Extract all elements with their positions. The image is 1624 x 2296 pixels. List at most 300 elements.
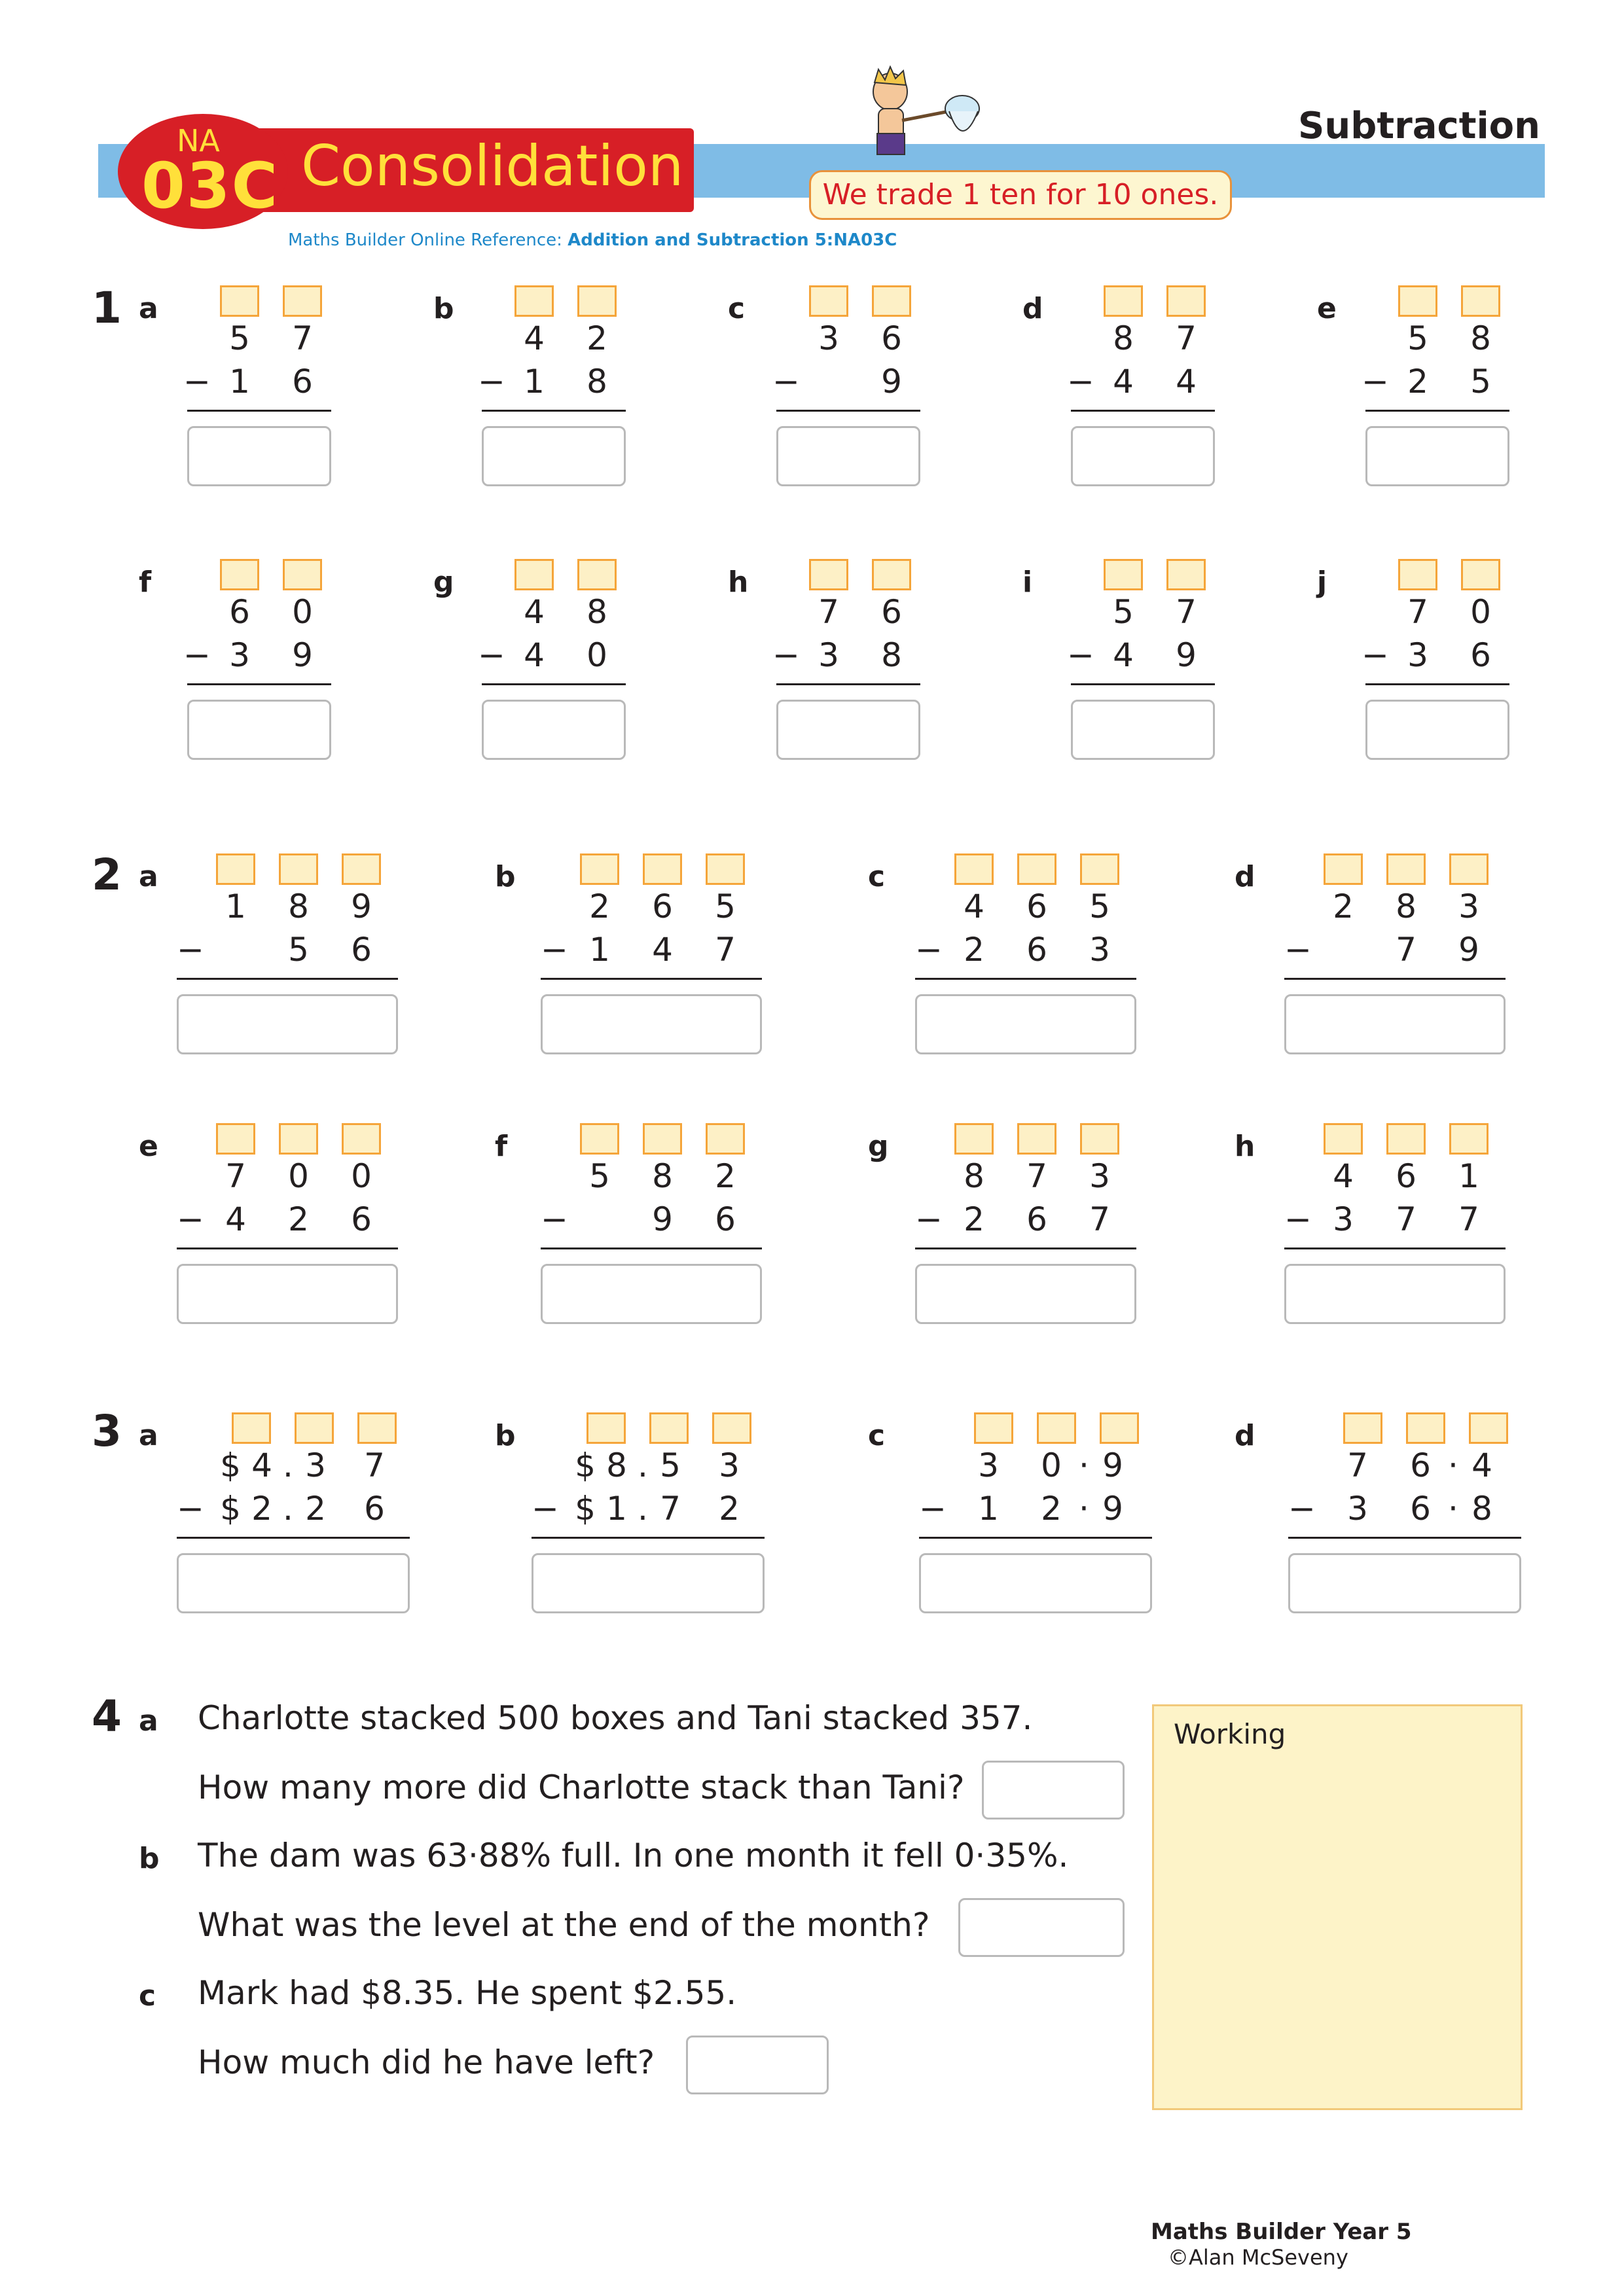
digit: 5: [229, 319, 250, 357]
carry-boxes: [541, 1123, 762, 1157]
carry-boxes: [776, 285, 920, 319]
digit: 7: [660, 1490, 681, 1528]
digit: 6: [1470, 636, 1491, 674]
carry-box[interactable]: [216, 1123, 255, 1155]
q1-d-letter: d: [1022, 292, 1043, 325]
digit: 4: [1471, 1446, 1492, 1484]
minuend-row: [1365, 319, 1509, 363]
minus-sign: −: [183, 636, 211, 674]
minus-sign: −: [1288, 1490, 1316, 1528]
carry-box[interactable]: [220, 559, 259, 590]
digit: 8: [606, 1446, 627, 1484]
digit: 8: [586, 593, 607, 631]
carry-box[interactable]: [1406, 1412, 1445, 1444]
carry-box[interactable]: [279, 1123, 318, 1155]
carry-box[interactable]: [643, 1123, 682, 1155]
minus-sign: −: [1362, 363, 1389, 401]
digit: 6: [1026, 1200, 1047, 1238]
carry-boxes: [915, 853, 1136, 888]
minuend-row: [541, 888, 762, 931]
carry-box[interactable]: [514, 285, 554, 317]
digit: 0: [288, 1157, 309, 1195]
answer-rule: [915, 1247, 1136, 1249]
digit: 3: [1347, 1490, 1368, 1528]
q2-problem-c: [915, 853, 1136, 1054]
digit: 9: [881, 363, 902, 401]
answer-box[interactable]: [1365, 700, 1509, 760]
minus-sign: −: [177, 1200, 204, 1238]
digit: 4: [1113, 636, 1134, 674]
carry-box[interactable]: [342, 1123, 381, 1155]
minus-sign: −: [183, 363, 211, 401]
working-area[interactable]: [1152, 1704, 1523, 2110]
carry-box[interactable]: [1017, 853, 1056, 885]
carry-box[interactable]: [809, 285, 848, 317]
answer-box[interactable]: [1365, 426, 1509, 486]
carry-boxes: [177, 1123, 398, 1157]
digit: 7: [1347, 1446, 1368, 1484]
subtrahend-row: [177, 931, 398, 974]
digit: 7: [1176, 593, 1197, 631]
digit: 7: [818, 593, 839, 631]
boy-with-net-illustration: [851, 65, 995, 177]
q1-c-letter: c: [728, 292, 746, 325]
q4c-answer-box[interactable]: [686, 2036, 829, 2094]
answer-box[interactable]: [482, 700, 626, 760]
q4b-letter: b: [139, 1842, 160, 1875]
answer-box[interactable]: [532, 1553, 765, 1613]
digit: 8: [1396, 888, 1416, 925]
answer-rule: [1284, 1247, 1506, 1249]
digit: 0: [586, 636, 607, 674]
minuend-row: [919, 1446, 1152, 1490]
minus-sign: −: [177, 1490, 204, 1528]
digit: 2: [586, 319, 607, 357]
carry-box[interactable]: [643, 853, 682, 885]
carry-box[interactable]: [1324, 1123, 1363, 1155]
digit: 6: [715, 1200, 736, 1238]
carry-box[interactable]: [283, 285, 322, 317]
carry-box[interactable]: [586, 1412, 626, 1444]
carry-box[interactable]: [577, 559, 617, 590]
answer-box[interactable]: [1284, 1264, 1506, 1324]
reference-value: Addition and Subtraction 5:NA03C: [568, 230, 897, 250]
carry-box[interactable]: [1080, 853, 1119, 885]
subtrahend-row: [1284, 1200, 1506, 1244]
question-4-number: 4: [92, 1691, 122, 1742]
digit: 7: [1407, 593, 1428, 631]
carry-box[interactable]: [1104, 285, 1143, 317]
carry-box[interactable]: [1461, 285, 1500, 317]
digit: 7: [1176, 319, 1197, 357]
digit: 8: [881, 636, 902, 674]
digit: 1: [1458, 1157, 1479, 1195]
subtrahend-row: [915, 931, 1136, 974]
carry-box[interactable]: [872, 285, 911, 317]
answer-rule: [177, 1247, 398, 1249]
digit: 9: [1102, 1490, 1123, 1528]
q2-a-letter: a: [139, 860, 158, 893]
digit: 6: [881, 319, 902, 357]
minus-sign: −: [1067, 363, 1094, 401]
minus-sign: −: [541, 931, 568, 969]
subtrahend-row: [1362, 363, 1509, 406]
q1-problem-j: [1362, 559, 1509, 760]
carry-boxes: [532, 1412, 765, 1446]
answer-box[interactable]: [776, 426, 920, 486]
carry-box[interactable]: [232, 1412, 271, 1444]
digit: 2: [288, 1200, 309, 1238]
carry-box[interactable]: [649, 1412, 689, 1444]
carry-box[interactable]: [220, 285, 259, 317]
carry-box[interactable]: [1166, 559, 1206, 590]
answer-box[interactable]: [187, 426, 331, 486]
digit: 3: [229, 636, 250, 674]
digit: 3: [1407, 636, 1428, 674]
q3-a-letter: a: [139, 1419, 158, 1452]
minuend-row: [915, 1157, 1136, 1200]
q1-problem-e: [1362, 285, 1509, 486]
carry-boxes: [482, 559, 626, 593]
digit: 2: [251, 1490, 272, 1528]
digit: 3: [1458, 888, 1479, 925]
question-1-number: 1: [92, 283, 122, 333]
subtrahend-row: [1067, 363, 1215, 406]
carry-box[interactable]: [1100, 1412, 1139, 1444]
digit: 7: [1396, 931, 1416, 969]
digit: 5: [1407, 319, 1428, 357]
minuend-row: [776, 593, 920, 636]
minuend-row: [1071, 319, 1215, 363]
answer-rule: [177, 1537, 410, 1539]
q1-h-letter: h: [728, 565, 749, 599]
digit: .: [638, 1446, 648, 1484]
digit: 6: [1410, 1446, 1431, 1484]
answer-rule: [482, 410, 626, 412]
minus-sign: −: [1362, 636, 1389, 674]
q1-problem-d: [1067, 285, 1215, 486]
answer-box[interactable]: [1071, 426, 1215, 486]
answer-box[interactable]: [482, 426, 626, 486]
minuend-row: [915, 888, 1136, 931]
minus-sign: −: [772, 636, 800, 674]
answer-box[interactable]: [177, 994, 398, 1054]
carry-boxes: [915, 1123, 1136, 1157]
q3-c-letter: c: [868, 1419, 886, 1452]
subtrahend-row: [1067, 636, 1215, 679]
online-reference: [288, 230, 897, 250]
digit: 4: [524, 636, 545, 674]
digit: 6: [1410, 1490, 1431, 1528]
carry-box[interactable]: [357, 1412, 397, 1444]
carry-box[interactable]: [1449, 853, 1489, 885]
carry-box[interactable]: [1104, 559, 1143, 590]
carry-boxes: [1288, 1412, 1521, 1446]
digit: .: [638, 1490, 648, 1528]
digit: $: [220, 1446, 241, 1484]
answer-rule: [532, 1537, 765, 1539]
digit: .: [283, 1446, 293, 1484]
digit: 8: [1470, 319, 1491, 357]
digit: 7: [715, 931, 736, 969]
minus-sign: −: [772, 363, 800, 401]
minus-sign: −: [177, 931, 204, 969]
digit: 8: [586, 363, 607, 401]
carry-box[interactable]: [809, 559, 848, 590]
answer-box[interactable]: [1071, 700, 1215, 760]
digit: 7: [1026, 1157, 1047, 1195]
answer-box[interactable]: [541, 994, 762, 1054]
digit: 2: [305, 1490, 326, 1528]
carry-box[interactable]: [1166, 285, 1206, 317]
speech-bubble: We trade 1 ten for 10 ones.: [809, 170, 1232, 220]
carry-box[interactable]: [712, 1412, 751, 1444]
digit: 0: [292, 593, 313, 631]
carry-box[interactable]: [1449, 1123, 1489, 1155]
answer-box[interactable]: [915, 994, 1136, 1054]
reference-label: Maths Builder Online Reference:: [288, 230, 562, 250]
minuend-row: [1284, 888, 1506, 931]
q4a-question: How many more did Charlotte stack than Tani?: [198, 1768, 965, 1806]
answer-box[interactable]: [187, 700, 331, 760]
digit: 7: [364, 1446, 385, 1484]
q2-e-letter: e: [139, 1130, 158, 1163]
digit: 7: [1458, 1200, 1479, 1238]
carry-box[interactable]: [954, 1123, 994, 1155]
answer-rule: [776, 683, 920, 685]
minuend-row: [1071, 593, 1215, 636]
q3-problem-a: [177, 1412, 410, 1613]
carry-box[interactable]: [577, 285, 617, 317]
carry-box[interactable]: [954, 853, 994, 885]
minuend-row: [187, 319, 331, 363]
digit: 8: [1471, 1490, 1492, 1528]
carry-boxes: [1365, 285, 1509, 319]
question-2-number: 2: [92, 850, 122, 900]
carry-box[interactable]: [1080, 1123, 1119, 1155]
digit: 5: [589, 1157, 610, 1195]
digit: 5: [660, 1446, 681, 1484]
minuend-row: [187, 593, 331, 636]
digit: 6: [351, 1200, 372, 1238]
carry-box[interactable]: [283, 559, 322, 590]
digit: 2: [715, 1157, 736, 1195]
digit: 1: [524, 363, 545, 401]
carry-box[interactable]: [1324, 853, 1363, 885]
q2-c-letter: c: [868, 860, 886, 893]
minuend-row: [776, 319, 920, 363]
digit: 9: [1102, 1446, 1123, 1484]
minuend-row: [482, 593, 626, 636]
answer-box[interactable]: [919, 1553, 1152, 1613]
carry-box[interactable]: [1398, 285, 1437, 317]
digit: 8: [964, 1157, 984, 1195]
answer-box[interactable]: [915, 1264, 1136, 1324]
q1-f-letter: f: [139, 565, 152, 599]
answer-box[interactable]: [1288, 1553, 1521, 1613]
digit: 9: [292, 636, 313, 674]
footer-copyright: ©Alan McSeveny: [1168, 2245, 1348, 2270]
carry-boxes: [776, 559, 920, 593]
digit: 0: [351, 1157, 372, 1195]
carry-box[interactable]: [279, 853, 318, 885]
answer-rule: [915, 978, 1136, 980]
q1-problem-f: [183, 559, 331, 760]
digit: 5: [1089, 888, 1110, 925]
digit: 3: [978, 1446, 999, 1484]
subtrahend-row: [541, 1200, 762, 1244]
digit: $: [575, 1446, 596, 1484]
digit: 2: [964, 1200, 984, 1238]
q4b-question: What was the level at the end of the month?: [198, 1906, 930, 1944]
digit: 1: [606, 1490, 627, 1528]
minus-sign: −: [915, 931, 943, 969]
minuend-row: [1284, 1157, 1506, 1200]
page-title: Consolidation: [301, 134, 684, 199]
q2-d-letter: d: [1235, 860, 1255, 893]
digit: 6: [881, 593, 902, 631]
answer-rule: [1071, 683, 1215, 685]
digit: 5: [715, 888, 736, 925]
digit: $: [575, 1490, 596, 1528]
q2-problem-b: [541, 853, 762, 1054]
code-number: 03C: [141, 149, 280, 223]
digit: 6: [292, 363, 313, 401]
subtrahend-row: [177, 1490, 410, 1533]
answer-box[interactable]: [541, 1264, 762, 1324]
digit: 6: [1026, 888, 1047, 925]
carry-boxes: [919, 1412, 1152, 1446]
digit: ·: [1448, 1446, 1458, 1484]
minuend-row: [482, 319, 626, 363]
q4a-letter: a: [139, 1704, 158, 1738]
digit: 2: [1041, 1490, 1062, 1528]
carry-box[interactable]: [872, 559, 911, 590]
minuend-row: [177, 888, 398, 931]
carry-box[interactable]: [1469, 1412, 1508, 1444]
answer-rule: [187, 410, 331, 412]
q2-problem-e: [177, 1123, 398, 1324]
digit: 6: [1026, 931, 1047, 969]
digit: 7: [225, 1157, 246, 1195]
answer-box[interactable]: [177, 1553, 410, 1613]
answer-rule: [1288, 1537, 1521, 1539]
q1-problem-c: [772, 285, 920, 486]
subtrahend-row: [478, 636, 626, 679]
carry-box[interactable]: [1017, 1123, 1056, 1155]
answer-rule: [177, 978, 398, 980]
subtrahend-row: [478, 363, 626, 406]
digit: ·: [1079, 1446, 1089, 1484]
carry-box[interactable]: [1386, 853, 1426, 885]
digit: 9: [1176, 636, 1197, 674]
digit: 6: [351, 931, 372, 969]
q4c-letter: c: [139, 1979, 156, 2013]
carry-box[interactable]: [216, 853, 255, 885]
digit: 3: [818, 636, 839, 674]
q2-f-letter: f: [495, 1130, 508, 1163]
digit: 0: [1470, 593, 1491, 631]
digit: 6: [652, 888, 673, 925]
carry-box[interactable]: [1386, 1123, 1426, 1155]
answer-box[interactable]: [177, 1264, 398, 1324]
digit: 8: [1113, 319, 1134, 357]
q3-problem-b: [532, 1412, 765, 1613]
digit: 9: [1458, 931, 1479, 969]
q3-problem-c: [919, 1412, 1152, 1613]
digit: 3: [1089, 931, 1110, 969]
q1-b-letter: b: [433, 292, 454, 325]
answer-rule: [482, 683, 626, 685]
q3-problem-d: [1288, 1412, 1521, 1613]
carry-box[interactable]: [514, 559, 554, 590]
digit: 5: [1470, 363, 1491, 401]
subtrahend-row: [532, 1490, 765, 1533]
minuend-row: [541, 1157, 762, 1200]
carry-boxes: [482, 285, 626, 319]
answer-rule: [1071, 410, 1215, 412]
q1-problem-h: [772, 559, 920, 760]
digit: ·: [1079, 1490, 1089, 1528]
q4a-answer-box[interactable]: [982, 1761, 1125, 1820]
digit: 2: [1333, 888, 1354, 925]
carry-boxes: [187, 559, 331, 593]
digit: ·: [1448, 1490, 1458, 1528]
carry-boxes: [1071, 285, 1215, 319]
subtrahend-row: [1288, 1490, 1521, 1533]
q4b-answer-box[interactable]: [958, 1898, 1125, 1957]
subtrahend-row: [177, 1200, 398, 1244]
q3-b-letter: b: [495, 1419, 516, 1452]
digit: 2: [964, 931, 984, 969]
digit: 3: [305, 1446, 326, 1484]
q2-problem-h: [1284, 1123, 1506, 1324]
carry-box[interactable]: [706, 1123, 745, 1155]
minus-sign: −: [532, 1490, 559, 1528]
answer-rule: [919, 1537, 1152, 1539]
digit: 2: [589, 888, 610, 925]
digit: 4: [524, 319, 545, 357]
carry-box[interactable]: [1037, 1412, 1076, 1444]
digit: 4: [964, 888, 984, 925]
subtrahend-row: [772, 363, 920, 406]
carry-box[interactable]: [974, 1412, 1013, 1444]
digit: 1: [978, 1490, 999, 1528]
digit: 4: [652, 931, 673, 969]
carry-box[interactable]: [1398, 559, 1437, 590]
digit: 2: [719, 1490, 740, 1528]
digit: 9: [351, 888, 372, 925]
carry-box[interactable]: [580, 853, 619, 885]
digit: 6: [1396, 1157, 1416, 1195]
digit: 0: [1041, 1446, 1062, 1484]
subtrahend-row: [541, 931, 762, 974]
minus-sign: −: [1284, 931, 1312, 969]
answer-box[interactable]: [776, 700, 920, 760]
answer-box[interactable]: [1284, 994, 1506, 1054]
q4c-question: How much did he have left?: [198, 2043, 655, 2081]
carry-box[interactable]: [706, 853, 745, 885]
minus-sign: −: [1067, 636, 1094, 674]
carry-box[interactable]: [1461, 559, 1500, 590]
carry-box[interactable]: [342, 853, 381, 885]
carry-box[interactable]: [580, 1123, 619, 1155]
carry-boxes: [1071, 559, 1215, 593]
carry-box[interactable]: [1343, 1412, 1382, 1444]
subtrahend-row: [1284, 931, 1506, 974]
carry-box[interactable]: [295, 1412, 334, 1444]
digit: 4: [225, 1200, 246, 1238]
